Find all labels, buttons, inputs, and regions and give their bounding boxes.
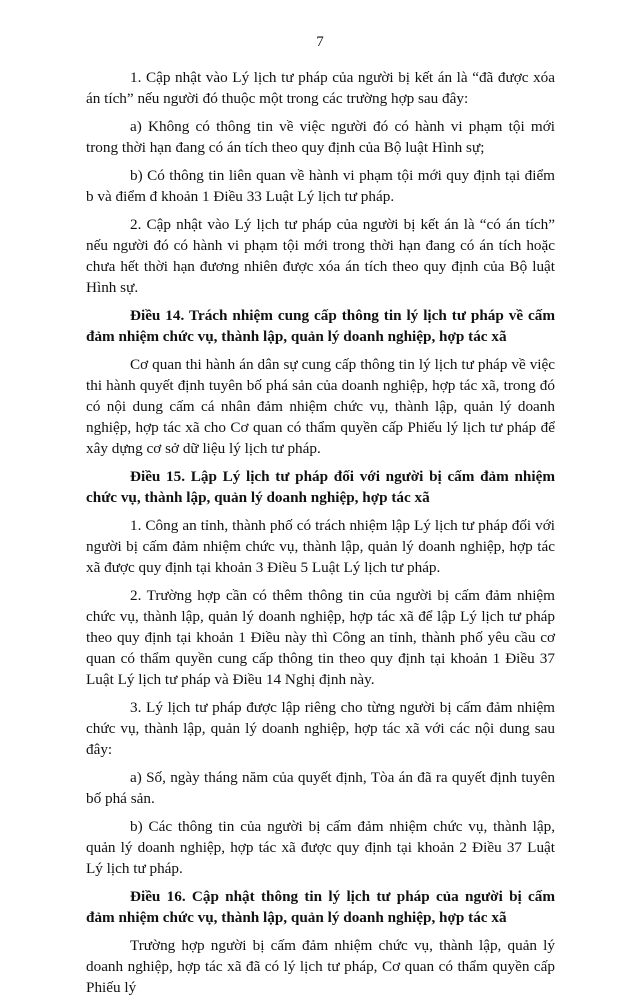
- paragraph-article-13-clause-2: 2. Cập nhật vào Lý lịch tư pháp của người bị kết án là “có án tích” nếu người đó có hành vi phạm tội mới trong thời hạn đang có án tích hoặc chưa hết thời hạn đương nhiên được xóa án tích theo quy định của Bộ luật Hình sự.: [86, 216, 555, 296]
- article-16-heading: Điều 16. Cập nhật thông tin lý lịch tư pháp của người bị cấm đảm nhiệm chức vụ, thành lập, quản lý doanh nghiệp, hợp tác xã: [86, 888, 555, 926]
- page-number: 7: [316, 34, 324, 50]
- paragraph-article-15-point-a: a) Số, ngày tháng năm của quyết định, Tòa án đã ra quyết định tuyên bố phá sản.: [86, 769, 555, 807]
- paragraph-article-14-body: Cơ quan thi hành án dân sự cung cấp thông tin lý lịch tư pháp về việc thi hành quyết định tuyên bố phá sản của doanh nghiệp, hợp tác xã, trong đó có nội dung cấm cá nhân đảm nhiệm chức vụ, thành lập, quản lý doanh nghiệp, hợp tác xã cho Cơ quan có thẩm quyền cấp Phiếu lý lịch tư pháp để xây dựng cơ sở dữ liệu lý lịch tư pháp.: [86, 356, 555, 457]
- paragraph-article-15-clause-3: 3. Lý lịch tư pháp được lập riêng cho từng người bị cấm đảm nhiệm chức vụ, thành lập, quản lý doanh nghiệp, hợp tác xã với các nội dung sau đây:: [86, 699, 555, 758]
- paragraph-article-13-point-b: b) Có thông tin liên quan về hành vi phạm tội mới quy định tại điểm b và điểm đ khoản 1 Điều 33 Luật Lý lịch tư pháp.: [86, 167, 555, 205]
- article-15-heading: Điều 15. Lập Lý lịch tư pháp đối với người bị cấm đảm nhiệm chức vụ, thành lập, quản lý doanh nghiệp, hợp tác xã: [86, 468, 555, 506]
- paragraph-article-15-clause-2: 2. Trường hợp cần có thêm thông tin của người bị cấm đảm nhiệm chức vụ, thành lập, quản lý doanh nghiệp, hợp tác xã để lập Lý lịch tư pháp theo quy định tại khoản 1 Điều này thì Công an tỉnh, thành phố yêu cầu cơ quan có thẩm quyền cung cấp thông tin theo quy định tại khoản 1 Điều 37 Luật Lý lịch tư pháp và Điều 14 Nghị định này.: [86, 587, 555, 688]
- paragraph-article-16-body: Trường hợp người bị cấm đảm nhiệm chức vụ, thành lập, quản lý doanh nghiệp, hợp tác xã đã có lý lịch tư pháp, Cơ quan có thẩm quyền cấp Phiếu lý: [86, 937, 555, 996]
- paragraph-article-13-point-a: a) Không có thông tin về việc người đó có hành vi phạm tội mới trong thời hạn đang có án tích theo quy định của Bộ luật Hình sự;: [86, 118, 555, 156]
- article-14-heading: Điều 14. Trách nhiệm cung cấp thông tin lý lịch tư pháp về cấm đảm nhiệm chức vụ, thành lập, quản lý doanh nghiệp, hợp tác xã: [86, 307, 555, 345]
- paragraph-article-15-point-b: b) Các thông tin của người bị cấm đảm nhiệm chức vụ, thành lập, quản lý doanh nghiệp, hợp tác xã được quy định tại khoản 2 Điều 37 Luật Lý lịch tư pháp.: [86, 818, 555, 877]
- document-body: [86, 67, 555, 1005]
- paragraph-article-13-clause-1: 1. Cập nhật vào Lý lịch tư pháp của người bị kết án là “đã được xóa án tích” nếu người đó thuộc một trong các trường hợp sau đây:: [86, 69, 555, 107]
- paragraph-article-15-clause-1: 1. Công an tỉnh, thành phố có trách nhiệm lập Lý lịch tư pháp đối với người bị cấm đảm nhiệm chức vụ, thành lập, quản lý doanh nghiệp, hợp tác xã được quy định tại khoản 3 Điều 5 Luật Lý lịch tư pháp.: [86, 517, 555, 576]
